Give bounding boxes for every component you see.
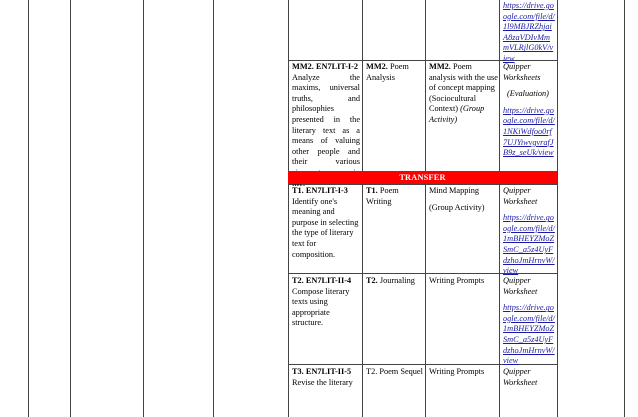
col-border — [143, 0, 144, 417]
activity-text: Poem analysis with the use of concept mapping (Sociocultural Context) — [429, 62, 498, 114]
competency-code: T2. EN7LIT-II-4 — [292, 276, 352, 285]
competency-code: MM2. EN7LIT-I-2 — [292, 62, 359, 71]
resource-title: Quipper Worksheets — [503, 62, 541, 82]
resource-link[interactable]: https://drive.google.com/file/d/1mBHEYZMoZSmC_a5z4UyFdzhoJmHrnvW/view — [503, 303, 555, 366]
competency-code: T3. EN7LIT-II-5 — [292, 367, 352, 376]
resource-link[interactable]: https://drive.google.com/file/d/1mBHEYZMoZSmC_a5z4UyFdzhoJmHrnvW/view — [503, 213, 555, 276]
competency-code: T1. EN7LIT-I-3 — [292, 186, 348, 195]
col-border — [70, 0, 71, 417]
activity-cell — [429, 186, 498, 213]
topic-text: Journaling — [379, 276, 415, 285]
competency-cell — [292, 186, 360, 260]
col-border — [624, 0, 625, 417]
activity-text: Writing Prompts — [429, 367, 485, 376]
resource-title: Quipper Worksheet — [503, 186, 538, 206]
activity-note: (Group Activity) — [429, 202, 485, 212]
activity-text: Mind Mapping — [429, 186, 480, 195]
topic-text: Poem Writing — [366, 186, 399, 206]
competency-text: Revise the literary — [292, 377, 353, 387]
competency-cell — [292, 367, 360, 388]
topic-cell — [366, 186, 424, 207]
resource-link[interactable]: https://drive.google.com/file/d/1NKiWdfoo0rf7UJYiwvgvrafJB9z_seUk/view — [503, 105, 555, 158]
col-border — [557, 0, 558, 417]
activity-text: Writing Prompts — [429, 276, 485, 285]
topic-text: Poem Analysis — [366, 62, 409, 82]
section-banner — [288, 171, 557, 184]
col-border — [425, 0, 426, 171]
resource-title: Quipper Worksheet — [503, 367, 538, 387]
col-border — [499, 184, 500, 417]
col-border — [425, 184, 426, 417]
section-banner-label: TRANSFER — [399, 173, 446, 182]
col-border — [288, 0, 289, 417]
topic-code: T2. — [366, 276, 378, 285]
activity-cell — [429, 276, 498, 287]
activity-code: MM2. — [429, 62, 451, 71]
topic-cell — [366, 367, 424, 378]
resource-cell — [503, 276, 555, 367]
topic-cell — [366, 62, 424, 83]
topic-cell — [366, 276, 424, 287]
activity-note: (Group Activity) — [429, 104, 485, 124]
resource-cell — [503, 1, 555, 65]
resource-note: (Evaluation) — [507, 89, 549, 99]
resource-cell — [503, 62, 555, 159]
activity-cell — [429, 62, 498, 126]
resource-link[interactable]: https://drive.google.com/file/d/1l9MBJRZhjaiA8zaVDIvMmmVLRjlG0kV/view — [503, 1, 555, 63]
col-border — [28, 0, 29, 417]
resource-cell — [503, 367, 555, 388]
competency-text: Compose literary texts using appropriate structure. — [292, 286, 350, 328]
topic-code: MM2. — [366, 62, 388, 71]
col-border — [362, 184, 363, 417]
resource-title: Quipper Worksheet — [503, 276, 538, 296]
col-border — [499, 0, 500, 171]
competency-cell — [292, 276, 360, 329]
activity-cell — [429, 367, 498, 378]
competency-text: Identify one's meaning and purpose in selecting the type of literary text for composition. — [292, 196, 359, 259]
topic-code: T1. — [366, 186, 378, 195]
resource-cell — [503, 186, 555, 277]
col-border — [362, 0, 363, 171]
col-border — [213, 0, 214, 417]
competency-text: Analyze the maxims, universal truths, and philosophies presented in the literary text as a means of valuing other people and their various — [292, 72, 360, 167]
topic-text: T2. Poem Sequel — [366, 367, 423, 376]
